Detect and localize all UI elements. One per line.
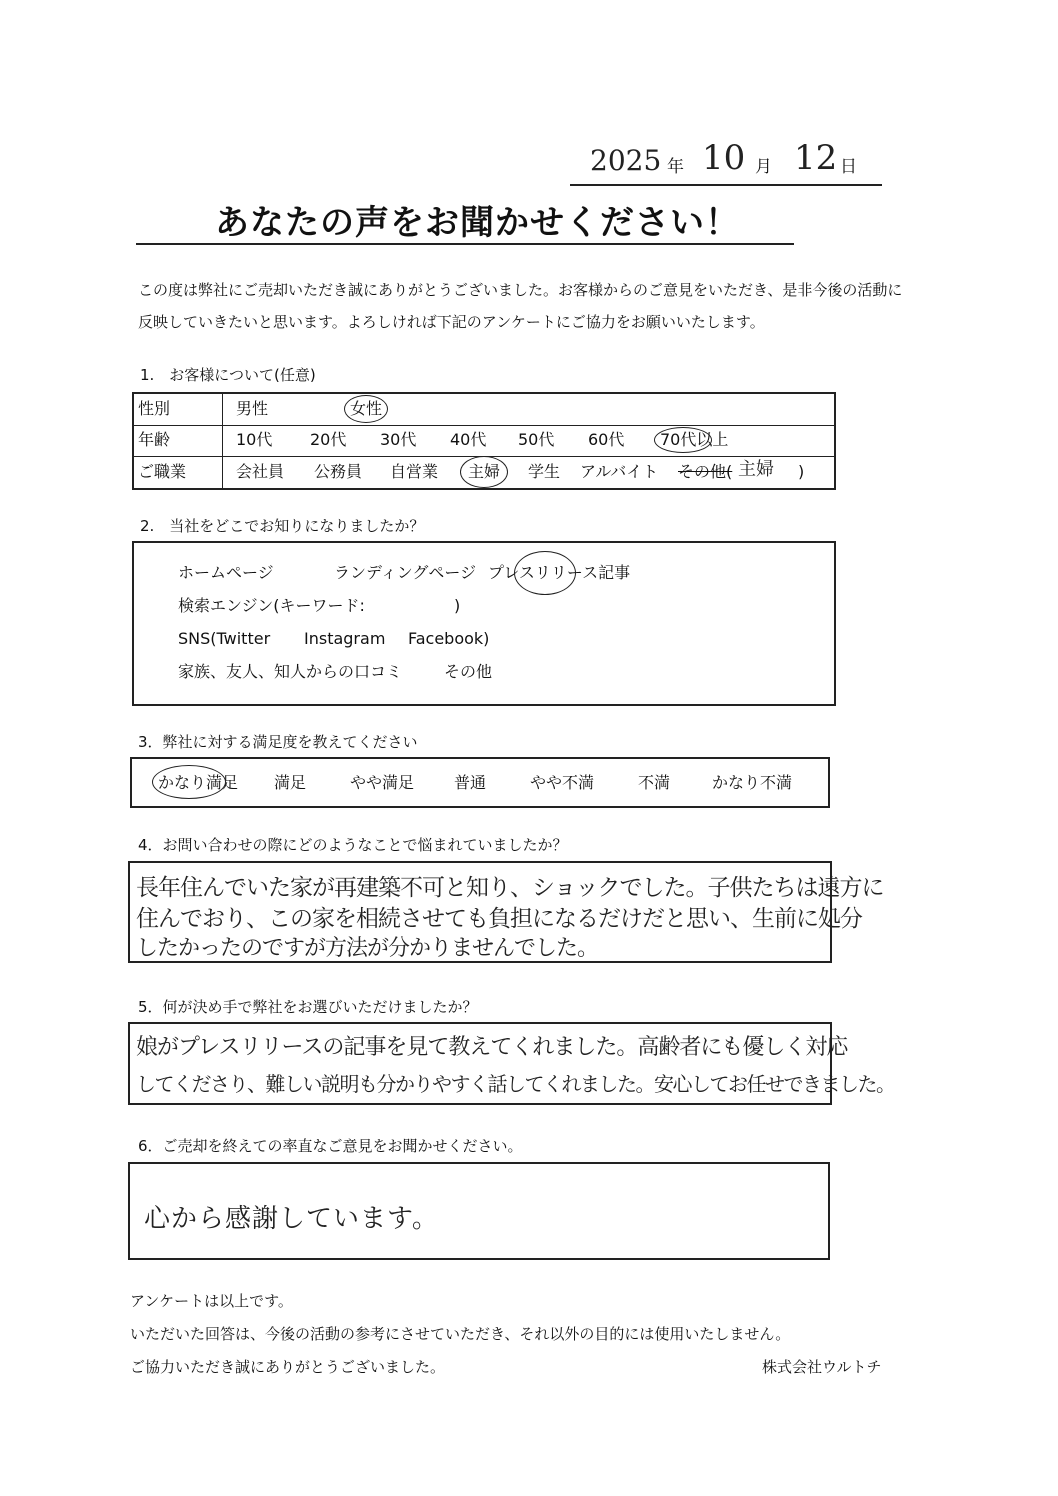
gender-selected-circle xyxy=(344,395,388,423)
footer-line-1: アンケートは以上です。 xyxy=(130,1292,293,1310)
gender-option-female[interactable]: 女性 xyxy=(350,399,383,418)
intro-line-2: 反映していきたいと思います。よろしければ下記のアンケートにご協力をお願いいたします。 xyxy=(138,313,765,331)
q4-answer-line-3: したかったのですが方法が分かりませんでした。 xyxy=(136,936,599,961)
date-month-unit: 月 xyxy=(755,157,772,177)
occupation-other-written: 主婦 xyxy=(738,459,774,480)
q1-divider-v xyxy=(222,394,223,488)
source-sns-facebook[interactable]: Facebook) xyxy=(408,629,490,648)
press-release-selected-circle xyxy=(514,551,576,595)
age-selected-circle xyxy=(654,427,712,453)
page-title: あなたの声をお聞かせください！ xyxy=(215,203,740,243)
satisfaction-very-dissatisfied[interactable]: かなり不満 xyxy=(712,773,793,792)
q4-answer-box[interactable] xyxy=(128,861,884,963)
satisfaction-satisfied[interactable]: 満足 xyxy=(274,773,307,792)
occupation-label: ご職業 xyxy=(138,462,187,481)
source-sns-twitter[interactable]: SNS(Twitter xyxy=(178,629,271,648)
q4-answer-line-1: 長年住んでいた家が再建築不可と知り、ショックでした。子供たちは遠方に xyxy=(136,875,884,901)
occupation-option-part-time[interactable]: アルバイト xyxy=(580,462,659,481)
q5-answer-line-1: 娘がプレスリリースの記事を見て教えてくれました。高齢者にも優しく対応 xyxy=(136,1035,848,1060)
age-option-40s[interactable]: 40代 xyxy=(450,430,487,449)
age-option-70s-plus[interactable]: 70代以上 xyxy=(660,430,729,449)
gender-label: 性別 xyxy=(138,399,171,418)
source-other[interactable]: その他 xyxy=(444,662,493,681)
footer-line-2: いただいた回答は、今後の活動の参考にさせていただき、それ以外の目的には使用いたしません。 xyxy=(130,1325,791,1343)
satisfaction-somewhat-satisfied[interactable]: やや満足 xyxy=(350,773,415,792)
q4-answer-line-2: 住んでおり、この家を相続させても負担になるだけだと思い、生前に処分 xyxy=(136,906,862,932)
q3-box xyxy=(130,757,830,808)
occupation-option-housewife[interactable]: 主婦 xyxy=(468,462,501,481)
date-day: 12 xyxy=(794,138,838,178)
date-line xyxy=(570,140,882,186)
date-year-unit: 年 xyxy=(667,157,684,177)
q1-table xyxy=(132,392,836,490)
occupation-option-employee[interactable]: 会社員 xyxy=(236,462,285,481)
intro-line-1: この度は弊社にご売却いただき誠にありがとうございました。お客様からのご意見をいただき、是非今後の活動に xyxy=(138,281,903,299)
q5-answer-line-2: してくださり、難しい説明も分かりやすく話してくれました。安心してお任せできました。 xyxy=(136,1072,895,1096)
q2-box xyxy=(132,541,836,706)
source-search-close: ) xyxy=(454,596,461,615)
occupation-other-close: ) xyxy=(798,462,805,481)
q1-divider-h1 xyxy=(134,425,834,426)
age-label: 年齢 xyxy=(138,430,171,449)
source-word-of-mouth[interactable]: 家族、友人、知人からの口コミ xyxy=(178,662,403,681)
age-option-50s[interactable]: 50代 xyxy=(518,430,555,449)
satisfaction-very-satisfied[interactable]: かなり満足 xyxy=(158,773,239,792)
source-search-engine[interactable]: 検索エンジン(キーワード: xyxy=(178,596,365,615)
age-option-30s[interactable]: 30代 xyxy=(380,430,417,449)
occupation-option-self-employed[interactable]: 自営業 xyxy=(390,462,439,481)
date-month: 10 xyxy=(702,138,746,178)
source-press-release[interactable]: プレスリリース記事 xyxy=(488,563,631,582)
occupation-selected-circle xyxy=(460,456,508,488)
satisfaction-somewhat-dissatisfied[interactable]: やや不満 xyxy=(530,773,595,792)
company-name: 株式会社ウルトチ xyxy=(762,1358,882,1376)
occupation-option-student[interactable]: 学生 xyxy=(528,462,561,481)
occupation-option-other[interactable]: その他( xyxy=(678,462,733,481)
age-option-60s[interactable]: 60代 xyxy=(588,430,625,449)
q6-answer: 心から感謝しています。 xyxy=(144,1204,439,1234)
satisfaction-selected-circle xyxy=(152,765,226,799)
q2-heading: 2. 当社をどこでお知りになりましたか？ xyxy=(140,517,425,535)
date-day-unit: 日 xyxy=(840,157,857,177)
title-underline xyxy=(136,243,794,245)
occupation-option-civil-servant[interactable]: 公務員 xyxy=(314,462,363,481)
source-homepage[interactable]: ホームページ xyxy=(178,563,274,582)
source-landing-page[interactable]: ランディングページ xyxy=(334,563,477,582)
q5-answer-box[interactable] xyxy=(128,1022,895,1105)
age-option-10s[interactable]: 10代 xyxy=(236,430,273,449)
q3-heading: 3．弊社に対する満足度を教えてください xyxy=(138,733,418,751)
q4-heading: 4．お問い合わせの際にどのようなことで悩まれていましたか？ xyxy=(138,836,568,854)
q6-heading: 6．ご売却を終えての率直なご意見をお聞かせください。 xyxy=(138,1137,523,1155)
footer-line-3: ご協力いただき誠にありがとうございました。 xyxy=(130,1358,446,1376)
gender-option-male[interactable]: 男性 xyxy=(236,399,269,418)
q5-heading: 5．何が決め手で弊社をお選びいただけましたか？ xyxy=(138,998,478,1016)
satisfaction-neutral[interactable]: 普通 xyxy=(454,773,487,792)
age-option-20s[interactable]: 20代 xyxy=(310,430,347,449)
q1-heading: 1. お客様について(任意) xyxy=(140,366,316,384)
date-year: 2025 xyxy=(590,144,662,177)
q6-answer-box[interactable] xyxy=(128,1162,830,1260)
satisfaction-dissatisfied[interactable]: 不満 xyxy=(638,773,671,792)
source-sns-instagram[interactable]: Instagram xyxy=(304,629,386,648)
